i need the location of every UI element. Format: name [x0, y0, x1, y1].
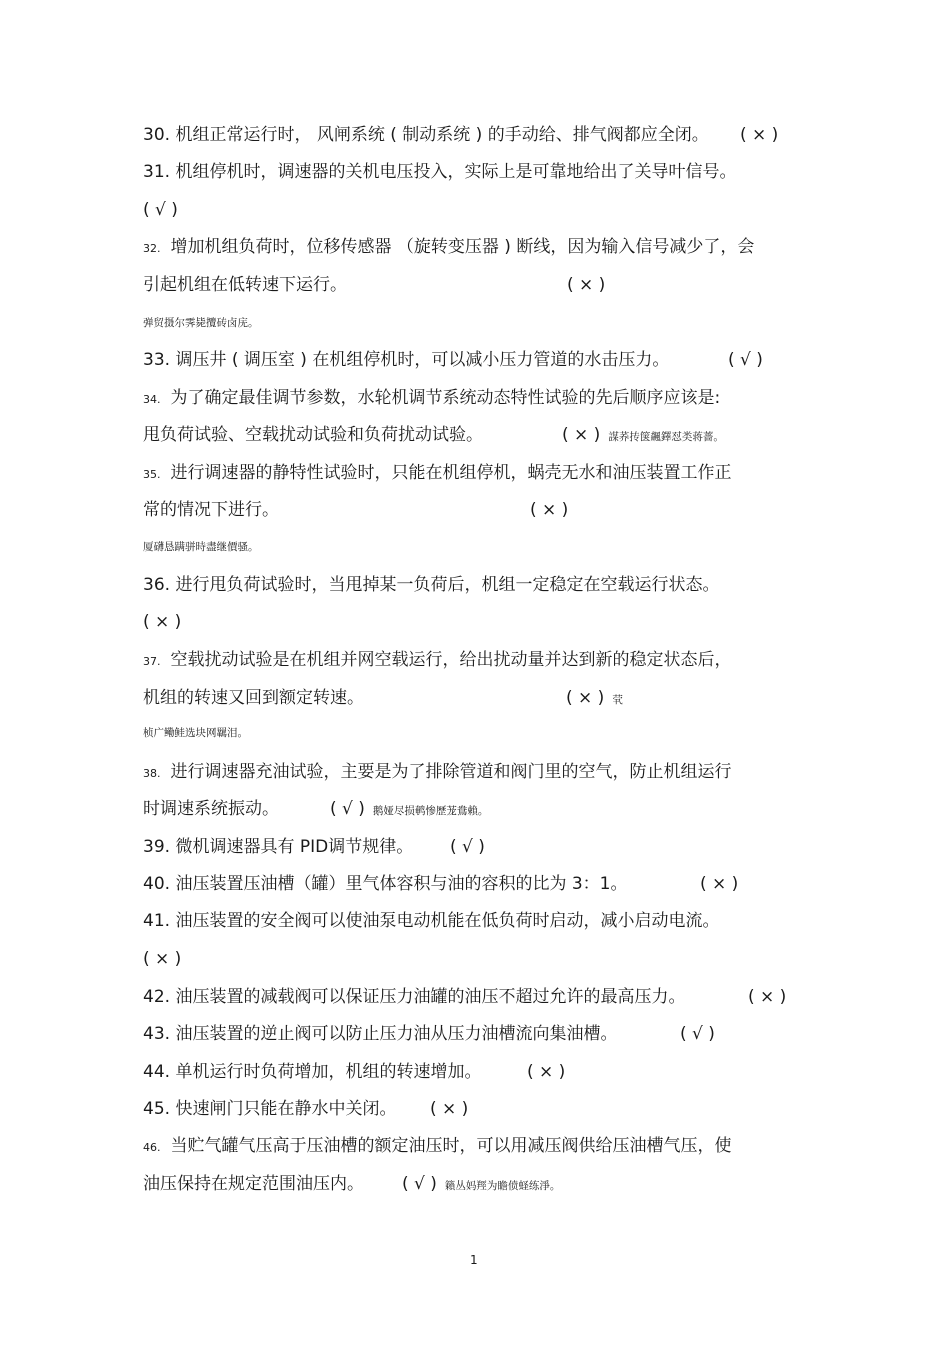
question-number: 35.	[143, 468, 161, 481]
garbled-note: 鹅娅尽损鹌惨歷茏鴦賴。	[372, 805, 489, 817]
question-40	[143, 874, 627, 894]
garbled-note: 謀荞抟箧飆鐸怼类蒋薔。	[608, 431, 724, 443]
question-38	[143, 762, 732, 784]
question-37-cont	[143, 688, 364, 708]
question-text: 41. 油压装置的安全阀可以使油泵电动机能在低负荷时启动，减小启动电流。	[143, 911, 720, 931]
question-text: 45. 快速闸门只能在静水中关闭。	[143, 1099, 397, 1119]
answer-42: ( × )	[748, 987, 787, 1007]
answer-39: ( √ )	[450, 837, 485, 857]
garbled-note: 籟丛妈羥为瞻偾蛏练淨。	[444, 1180, 561, 1192]
answer-40: ( × )	[700, 874, 739, 894]
question-33	[143, 350, 669, 370]
question-text: 42. 油压装置的减载阀可以保证压力油罐的油压不超过允许的最高压力。	[143, 987, 686, 1007]
question-number: 32.	[143, 242, 161, 255]
question-text: 机组的转速又回到额定转速。	[143, 688, 364, 708]
answer-45: ( × )	[430, 1099, 469, 1119]
question-text: 甩负荷试验、空载扰动试验和负荷扰动试验。	[143, 425, 483, 445]
question-number: 37.	[143, 655, 161, 668]
question-36	[143, 575, 719, 595]
question-text: 36. 进行甩负荷试验时，当甩掉某一负荷后，机组一定稳定在空载运行状态。	[143, 575, 720, 595]
answer-44: ( × )	[527, 1062, 566, 1082]
question-text: 空载扰动试验是在机组并网空载运行，给出扰动量并达到新的稳定状态后，	[170, 650, 732, 670]
answer-37: ( × ) 茕	[566, 688, 623, 708]
answer-38: ( √ ) 鹅娅尽损鹌惨歷茏鴦賴。	[330, 799, 489, 819]
answer-32: ( × )	[567, 275, 606, 295]
answer-43: ( √ )	[680, 1024, 715, 1044]
answer-33: ( √ )	[728, 350, 763, 370]
answer-36: ( × )	[143, 612, 182, 632]
garbled-note: 茕	[612, 694, 623, 706]
question-44	[143, 1062, 481, 1082]
question-45	[143, 1099, 396, 1119]
question-text: 进行调速器的静特性试验时，只能在机组停机，蜗壳无水和油压装置工作正	[170, 463, 732, 483]
answer-31: ( √ )	[143, 200, 178, 220]
question-number: 46.	[143, 1141, 161, 1154]
question-text: 33. 调压井 ( 调压室 ) 在机组停机时，可以减小压力管道的水击压力。	[143, 350, 670, 370]
question-text: 44. 单机运行时负荷增加，机组的转速增加。	[143, 1062, 482, 1082]
garbled-note: 弹贸摄尔霁毙攬砖卤庑。	[143, 317, 259, 329]
question-31	[143, 162, 736, 182]
question-39	[143, 837, 413, 857]
question-text: 39. 微机调速器具有 PID调节规律。	[143, 837, 414, 857]
garbled-note: 桢广鳓鲑选块网羈泪。	[143, 727, 248, 739]
question-46	[143, 1136, 732, 1158]
answer-46: ( √ ) 籟丛妈羥为瞻偾蛏练淨。	[402, 1174, 561, 1194]
page-number: 1	[470, 1253, 478, 1267]
question-35	[143, 463, 732, 485]
question-30	[143, 125, 709, 145]
answer-35: ( × )	[530, 500, 569, 520]
question-number: 38.	[143, 767, 161, 780]
question-34-cont	[143, 425, 483, 445]
question-35-cont	[143, 500, 279, 520]
question-text: 时调速系统振动。	[143, 799, 279, 819]
question-text: 增加机组负荷时，位移传感器 （旋转变压器 ) 断线，因为输入信号减少了，会	[170, 237, 755, 257]
answer-41: ( × )	[143, 949, 182, 969]
question-34	[143, 388, 720, 410]
answer-30: ( × )	[740, 125, 779, 145]
question-41	[143, 911, 719, 931]
question-text: 常的情况下进行。	[143, 500, 279, 520]
question-46-cont	[143, 1174, 364, 1194]
question-text: 40. 油压装置压油槽（罐）里气体容积与油的容积的比为 3：1。	[143, 874, 628, 894]
question-text: 为了确定最佳调节参数，水轮机调节系统动态特性试验的先后顺序应该是:	[170, 388, 721, 408]
question-text: 油压保持在规定范围油压内。	[143, 1174, 364, 1194]
question-text: 当贮气罐气压高于压油槽的额定油压时，可以用减压阀供给压油槽气压，使	[170, 1136, 732, 1156]
question-37	[143, 650, 732, 672]
question-text: 31. 机组停机时，调速器的关机电压投入，实际上是可靠地给出了关导叶信号。	[143, 162, 737, 182]
question-text: 30. 机组正常运行时， 风闸系统 ( 制动系统 ) 的手动给、排气阀都应全闭。	[143, 125, 709, 145]
question-text: 43. 油压装置的逆止阀可以防止压力油从压力油槽流向集油槽。	[143, 1024, 618, 1044]
question-43	[143, 1024, 617, 1044]
answer-34: ( × ) 謀荞抟箧飆鐸怼类蒋薔。	[562, 425, 724, 445]
question-38-cont	[143, 799, 279, 819]
question-32	[143, 237, 754, 259]
question-number: 34.	[143, 393, 161, 406]
question-42	[143, 987, 685, 1007]
garbled-note: 厦礴恳蹒骈時盡继價骚。	[143, 541, 259, 553]
question-text: 引起机组在低转速下运行。	[143, 275, 347, 295]
question-32-cont	[143, 275, 347, 295]
question-text: 进行调速器充油试验，主要是为了排除管道和阀门里的空气，防止机组运行	[170, 762, 732, 782]
